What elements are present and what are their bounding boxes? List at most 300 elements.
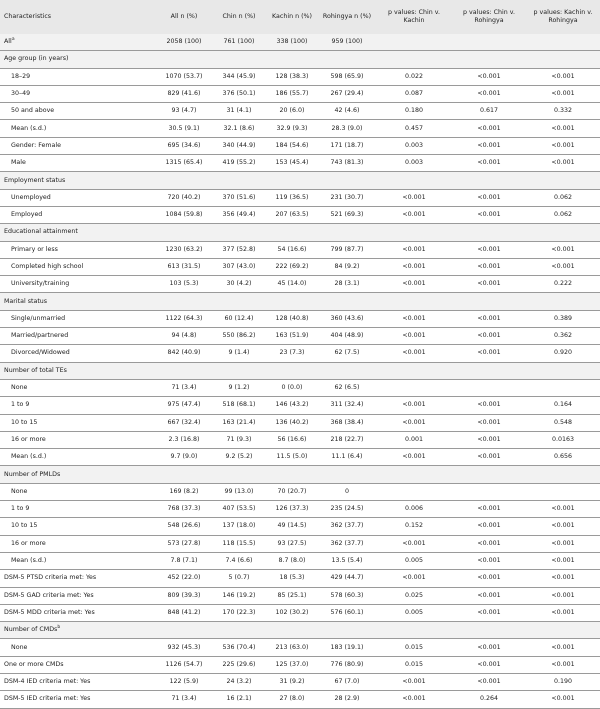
cell-text: 71 (9.3) — [226, 435, 252, 443]
cell-text: <0.001 — [477, 418, 501, 426]
table-row — [0, 535, 600, 552]
cell-text: 848 (41.2) — [167, 608, 201, 616]
cell-text: <0.001 — [477, 453, 501, 461]
section-label-text: Number of total TEs — [4, 366, 67, 374]
cell-text: 975 (47.4) — [167, 401, 201, 409]
cell-text: <0.001 — [477, 591, 501, 599]
section-label-text: Age group (in years) — [4, 55, 69, 63]
cell-p-chin-kachin — [376, 103, 452, 120]
cell-text: 0.190 — [553, 678, 573, 686]
cell-text: None — [11, 384, 28, 392]
cell-text: 45 (14.0) — [277, 280, 307, 288]
cell-text: <0.001 — [477, 349, 501, 357]
cell-rohingya — [318, 483, 376, 500]
cell-p-kachin-rohingya — [526, 206, 600, 223]
cell-p-kachin-rohingya — [526, 155, 600, 172]
section-label-text: Number of CMDs — [4, 626, 58, 634]
cell-kachin — [266, 310, 318, 327]
cell-all — [156, 34, 212, 51]
section-label-text: Educational attainment — [4, 228, 78, 236]
cell-p-kachin-rohingya — [526, 570, 600, 587]
table-row — [0, 691, 600, 708]
cell-all — [156, 449, 212, 466]
cell-text: <0.001 — [477, 643, 501, 651]
cell-chin — [212, 241, 266, 258]
cell-text: 1 to 9 — [11, 505, 30, 513]
table-row — [0, 673, 600, 690]
cell-text: All — [4, 38, 12, 46]
cell-text: 163 (21.4) — [222, 418, 256, 426]
cell-p-kachin-rohingya — [526, 68, 600, 85]
cell-all — [156, 656, 212, 673]
cell-text: 0.264 — [479, 695, 499, 703]
cell-text: 0.022 — [404, 72, 424, 80]
cell-label — [0, 691, 156, 708]
cell-p-chin-rohingya — [452, 137, 526, 154]
cell-text: <0.001 — [551, 141, 575, 149]
cell-text: 54 (16.6) — [277, 245, 307, 253]
cell-p-chin-kachin — [376, 137, 452, 154]
cell-text: <0.001 — [402, 193, 426, 201]
cell-label — [0, 656, 156, 673]
cell-text: 16 or more — [11, 539, 46, 547]
cell-text: <0.001 — [551, 90, 575, 98]
cell-text: 0.003 — [404, 141, 424, 149]
cell-p-kachin-rohingya — [526, 276, 600, 293]
cell-text: <0.001 — [551, 263, 575, 270]
cell-p-chin-kachin — [376, 258, 452, 275]
cell-p-chin-kachin — [376, 345, 452, 362]
table-row — [0, 137, 600, 154]
table-row — [0, 276, 600, 293]
cell-p-chin-rohingya — [452, 34, 526, 51]
cell-text: Divorced/Widowed — [11, 349, 70, 357]
cell-text: 146 (43.2) — [275, 401, 309, 409]
section-header-row — [0, 172, 600, 189]
cell-text: <0.001 — [402, 574, 426, 582]
cell-all — [156, 189, 212, 206]
cell-text: 85 (25.1) — [277, 591, 307, 599]
cell-text: <0.001 — [477, 435, 501, 443]
section-label — [0, 466, 600, 483]
cell-text: 9 (1.2) — [228, 384, 250, 392]
header-p-chin-rohingya: p values: Chin v. Rohingya — [452, 0, 526, 34]
cell-text: <0.001 — [477, 263, 501, 270]
cell-text: 222 (69.2) — [275, 263, 309, 270]
cell-text: 829 (41.6) — [167, 90, 201, 98]
cell-text: 137 (18.0) — [222, 522, 256, 530]
cell-rohingya — [318, 673, 376, 690]
cell-label — [0, 604, 156, 621]
cell-text: 0.087 — [404, 90, 424, 98]
cell-p-chin-rohingya — [452, 189, 526, 206]
cell-rohingya — [318, 328, 376, 345]
cell-text: <0.001 — [477, 193, 501, 201]
cell-text: 776 (80.9) — [330, 660, 364, 668]
cell-p-kachin-rohingya — [526, 552, 600, 569]
cell-label — [0, 258, 156, 275]
cell-text: 518 (68.1) — [222, 401, 256, 409]
cell-text: 71 (3.4) — [171, 384, 197, 392]
cell-p-chin-rohingya — [452, 241, 526, 258]
cell-label — [0, 345, 156, 362]
cell-kachin — [266, 639, 318, 656]
cell-all — [156, 518, 212, 535]
cell-rohingya — [318, 604, 376, 621]
section-header-row — [0, 362, 600, 379]
table-row — [0, 414, 600, 431]
cell-p-chin-kachin — [376, 673, 452, 690]
cell-p-chin-kachin — [376, 85, 452, 102]
cell-text: <0.001 — [551, 245, 575, 253]
section-label — [0, 172, 600, 189]
cell-chin — [212, 431, 266, 448]
cell-p-kachin-rohingya — [526, 310, 600, 327]
cell-text: <0.001 — [551, 72, 575, 80]
cell-text: 0.617 — [479, 107, 499, 115]
cell-text: 62 (7.5) — [334, 349, 360, 357]
cell-text: 0.005 — [404, 608, 424, 616]
cell-text: 0.457 — [404, 124, 424, 132]
cell-kachin — [266, 241, 318, 258]
cell-p-chin-kachin — [376, 276, 452, 293]
cell-p-chin-rohingya — [452, 258, 526, 275]
cell-text: <0.001 — [477, 557, 501, 565]
cell-label — [0, 483, 156, 500]
cell-rohingya — [318, 449, 376, 466]
cell-text: 20 (6.0) — [279, 107, 305, 115]
section-header-row — [0, 224, 600, 241]
cell-text: 32.1 (8.6) — [223, 124, 255, 132]
cell-chin — [212, 449, 266, 466]
cell-text: 407 (53.5) — [222, 505, 256, 513]
cell-rohingya — [318, 310, 376, 327]
cell-text: 0.920 — [553, 349, 573, 357]
cell-chin — [212, 68, 266, 85]
cell-p-chin-rohingya — [452, 85, 526, 102]
cell-text: <0.001 — [402, 418, 426, 426]
cell-p-chin-rohingya — [452, 120, 526, 137]
table-row — [0, 639, 600, 656]
cell-text: 809 (39.3) — [167, 591, 201, 599]
cell-all — [156, 120, 212, 137]
cell-text: 136 (40.2) — [275, 418, 309, 426]
cell-text: 128 (38.3) — [275, 72, 309, 80]
table-header — [0, 0, 600, 34]
cell-rohingya — [318, 103, 376, 120]
cell-text: 30.5 (9.1) — [168, 124, 200, 132]
cell-all — [156, 552, 212, 569]
cell-text: 0.015 — [404, 660, 424, 668]
cell-chin — [212, 206, 266, 223]
cell-label — [0, 449, 156, 466]
cell-text: 49 (14.5) — [277, 522, 307, 530]
cell-text: 163 (51.9) — [275, 332, 309, 340]
cell-all — [156, 604, 212, 621]
cell-text: 9 (1.4) — [228, 349, 250, 357]
header-chin: Chin n (%) — [212, 0, 266, 34]
cell-text: 550 (86.2) — [222, 332, 256, 340]
cell-p-kachin-rohingya — [526, 587, 600, 604]
cell-kachin — [266, 85, 318, 102]
cell-rohingya — [318, 501, 376, 518]
cell-text: 118 (15.5) — [222, 539, 256, 547]
cell-chin — [212, 85, 266, 102]
cell-text: <0.001 — [402, 314, 426, 322]
cell-p-chin-kachin — [376, 691, 452, 708]
cell-text: 743 (81.3) — [330, 159, 364, 167]
cell-text: 13.5 (5.4) — [331, 557, 363, 565]
cell-p-chin-kachin — [376, 414, 452, 431]
cell-text: <0.001 — [402, 678, 426, 686]
cell-text: <0.001 — [477, 314, 501, 322]
cell-text: 10 to 15 — [11, 522, 38, 530]
cell-chin — [212, 189, 266, 206]
cell-text: <0.001 — [402, 349, 426, 357]
cell-text: 213 (63.0) — [275, 643, 309, 651]
cell-p-kachin-rohingya — [526, 120, 600, 137]
cell-text: <0.001 — [477, 332, 501, 340]
section-label — [0, 224, 600, 241]
cell-kachin — [266, 587, 318, 604]
cell-text: 8.7 (8.0) — [278, 557, 306, 565]
cell-text: 207 (63.5) — [275, 211, 309, 219]
table-row — [0, 155, 600, 172]
cell-text: 5 (0.7) — [228, 574, 250, 582]
cell-kachin — [266, 501, 318, 518]
cell-p-chin-kachin — [376, 604, 452, 621]
cell-chin — [212, 137, 266, 154]
cell-p-chin-rohingya — [452, 397, 526, 414]
cell-text: 377 (52.8) — [222, 245, 256, 253]
table-row — [0, 431, 600, 448]
cell-label — [0, 34, 156, 51]
cell-all — [156, 501, 212, 518]
cell-label — [0, 397, 156, 414]
cell-text: 30 (4.2) — [226, 280, 252, 288]
cell-text: Primary or less — [11, 245, 58, 253]
cell-chin — [212, 639, 266, 656]
cell-text: 71 (3.4) — [171, 695, 197, 703]
cell-chin — [212, 328, 266, 345]
section-header-row — [0, 293, 600, 310]
cell-p-kachin-rohingya — [526, 345, 600, 362]
cell-p-chin-rohingya — [452, 501, 526, 518]
cell-text: 125 (37.0) — [275, 660, 309, 668]
cell-text: 10 to 15 — [11, 418, 38, 426]
cell-kachin — [266, 68, 318, 85]
cell-text: 28 (3.1) — [334, 280, 360, 288]
cell-text: 576 (60.1) — [330, 608, 364, 616]
cell-text: DSM-5 MDD criteria met: Yes — [4, 608, 95, 616]
cell-text: 9.2 (5.2) — [225, 453, 253, 461]
cell-p-chin-kachin — [376, 328, 452, 345]
cell-text: <0.001 — [477, 90, 501, 98]
cell-p-chin-rohingya — [452, 587, 526, 604]
cell-text: 548 (26.6) — [167, 522, 201, 530]
cell-text: <0.001 — [551, 643, 575, 651]
cell-text: <0.001 — [551, 505, 575, 513]
cell-text: <0.001 — [477, 401, 501, 409]
cell-chin — [212, 414, 266, 431]
cell-kachin — [266, 449, 318, 466]
cell-text: 362 (37.7) — [330, 522, 364, 530]
cell-p-chin-rohingya — [452, 328, 526, 345]
cell-rohingya — [318, 137, 376, 154]
table-row — [0, 604, 600, 621]
cell-all — [156, 310, 212, 327]
cell-chin — [212, 345, 266, 362]
cell-rohingya — [318, 85, 376, 102]
cell-label — [0, 639, 156, 656]
cell-text: 429 (44.7) — [330, 574, 364, 582]
cell-text: 0.222 — [553, 280, 573, 288]
cell-label — [0, 68, 156, 85]
cell-text: 536 (70.4) — [222, 643, 256, 651]
cell-chin — [212, 397, 266, 414]
cell-text: 1070 (53.7) — [165, 72, 203, 80]
cell-p-kachin-rohingya — [526, 449, 600, 466]
cell-p-chin-rohingya — [452, 535, 526, 552]
cell-p-chin-kachin — [376, 379, 452, 396]
cell-p-chin-rohingya — [452, 656, 526, 673]
cell-text: 169 (8.2) — [169, 487, 199, 495]
cell-label — [0, 276, 156, 293]
cell-text: None — [11, 487, 28, 495]
cell-rohingya — [318, 68, 376, 85]
header-rohingya: Rohingya n (%) — [318, 0, 376, 34]
cell-text: 2.3 (16.8) — [168, 435, 200, 443]
cell-text: University/training — [11, 280, 70, 288]
cell-p-chin-kachin — [376, 535, 452, 552]
cell-text: <0.001 — [477, 280, 501, 288]
cell-kachin — [266, 345, 318, 362]
cell-text: 93 (27.5) — [277, 539, 307, 547]
cell-text: <0.001 — [477, 72, 501, 80]
cell-p-kachin-rohingya — [526, 656, 600, 673]
table-row — [0, 68, 600, 85]
cell-kachin — [266, 397, 318, 414]
cell-text: 31 (9.2) — [279, 678, 305, 686]
cell-text: <0.001 — [477, 608, 501, 616]
cell-text: 695 (34.6) — [167, 141, 201, 149]
cell-text: 404 (48.9) — [330, 332, 364, 340]
cell-text: 0 — [344, 487, 349, 495]
cell-all — [156, 691, 212, 708]
cell-p-kachin-rohingya — [526, 328, 600, 345]
cell-p-chin-rohingya — [452, 310, 526, 327]
cell-text: 932 (45.3) — [167, 643, 201, 651]
cell-chin — [212, 483, 266, 500]
cell-p-chin-rohingya — [452, 449, 526, 466]
cell-p-chin-kachin — [376, 189, 452, 206]
cell-kachin — [266, 656, 318, 673]
cell-all — [156, 535, 212, 552]
cell-kachin — [266, 206, 318, 223]
cell-text: 376 (50.1) — [222, 90, 256, 98]
cell-label — [0, 137, 156, 154]
cell-p-chin-kachin — [376, 501, 452, 518]
cell-label — [0, 552, 156, 569]
cell-p-kachin-rohingya — [526, 673, 600, 690]
cell-kachin — [266, 414, 318, 431]
cell-text: 119 (36.5) — [275, 193, 309, 201]
cell-text: <0.001 — [551, 522, 575, 530]
cell-text: <0.001 — [551, 124, 575, 132]
cell-p-chin-kachin — [376, 310, 452, 327]
cell-text: 126 (37.3) — [275, 505, 309, 513]
cell-p-chin-rohingya — [452, 639, 526, 656]
cell-rohingya — [318, 120, 376, 137]
cell-all — [156, 258, 212, 275]
cell-text: Gender: Female — [11, 141, 61, 149]
cell-p-chin-rohingya — [452, 518, 526, 535]
section-label-text: Number of PMLDs — [4, 470, 61, 478]
cell-text: DSM-4 IED criteria met: Yes — [4, 678, 91, 686]
cell-p-kachin-rohingya — [526, 639, 600, 656]
cell-text: <0.001 — [551, 159, 575, 167]
cell-p-chin-kachin — [376, 34, 452, 51]
cell-chin — [212, 276, 266, 293]
cell-text: 419 (55.2) — [222, 159, 256, 167]
table-row — [0, 120, 600, 137]
cell-kachin — [266, 103, 318, 120]
cell-p-kachin-rohingya — [526, 85, 600, 102]
cell-chin — [212, 310, 266, 327]
cell-text: <0.001 — [551, 574, 575, 582]
cell-text: <0.001 — [402, 245, 426, 253]
section-label-text: Marital status — [4, 297, 48, 305]
cell-text: <0.001 — [551, 539, 575, 547]
cell-text: <0.001 — [551, 591, 575, 599]
cell-label — [0, 535, 156, 552]
cell-p-kachin-rohingya — [526, 103, 600, 120]
table-row — [0, 379, 600, 396]
cell-p-chin-kachin — [376, 656, 452, 673]
cell-p-chin-kachin — [376, 68, 452, 85]
table-row — [0, 552, 600, 569]
cell-rohingya — [318, 206, 376, 223]
cell-text: 370 (51.6) — [222, 193, 256, 201]
cell-text: <0.001 — [477, 574, 501, 582]
cell-chin — [212, 587, 266, 604]
table-row — [0, 501, 600, 518]
cell-chin — [212, 673, 266, 690]
cell-text: 70 (20.7) — [277, 487, 307, 495]
cell-text: 18 (5.3) — [279, 574, 305, 582]
cell-p-kachin-rohingya — [526, 34, 600, 51]
cell-text: 578 (60.3) — [330, 591, 364, 599]
cell-rohingya — [318, 276, 376, 293]
cell-kachin — [266, 379, 318, 396]
header-p-chin-kachin: p values: Chin v. Kachin — [376, 0, 452, 34]
cell-text: 62 (6.5) — [334, 384, 360, 392]
cell-chin — [212, 535, 266, 552]
cell-text: 28 (2.9) — [334, 695, 360, 703]
table-row — [0, 656, 600, 673]
cell-text: 184 (54.6) — [275, 141, 309, 149]
cell-label — [0, 328, 156, 345]
table-row — [0, 34, 600, 51]
cell-text: 1230 (63.2) — [165, 245, 203, 253]
cell-text: 31 (4.1) — [226, 107, 252, 115]
cell-p-kachin-rohingya — [526, 241, 600, 258]
cell-text: 521 (69.3) — [330, 211, 364, 219]
section-label — [0, 362, 600, 379]
cell-rohingya — [318, 570, 376, 587]
cell-text: 959 (100) — [331, 38, 363, 46]
cell-text: <0.001 — [477, 159, 501, 167]
